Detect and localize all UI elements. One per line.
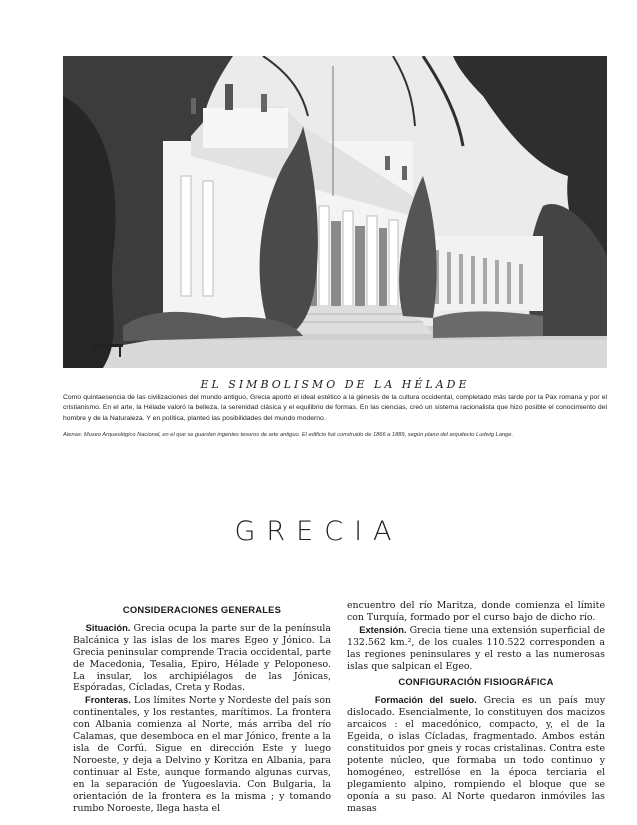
label-formacion: Formación del suelo. (374, 694, 477, 706)
caption-title: EL SIMBOLISMO DE LA HÉLADE (200, 378, 470, 391)
paragraph-situacion (73, 622, 331, 694)
paragraph-fronteras (73, 694, 331, 814)
caption-credit: Atenas: Museo Arqueológico Nacional, en el que se guardan ingentes tesoros de arte antiguo. El edificio fué construido de 1866 a 1889, según plano del arquitecto Ludwig Lange. (63, 432, 514, 438)
paragraph-formacion (347, 694, 605, 814)
label-extension: Extensión. (359, 623, 407, 635)
museum-photo-icon (63, 56, 607, 368)
text-extension: Grecia tiene una extensión superficial de 132.562 km.², de los cuales 110.522 corresponden a las regiones peninsulares y el resto a las numerosas islas que salpican el Egeo. (347, 624, 605, 672)
label-fronteras: Fronteras. (85, 694, 131, 706)
text-fronteras: Los límites Norte y Nordeste del país son continentales, y los restantes, marítimos. La frontera con Albania comienza al Norte, más arriba del río Calamas, que desemboca en el mar Jónico, frente a la isla de Corfú. Sigue en dirección Este y luego Noroeste, y deja a Delvino y Koritza en Albania, para continuar al Este, aunque formando algunas curvas, en la separación de Yugoeslavia. Con Bulgaria, la orientación de la frontera es la misma ; y tomando rumbo Noroeste, llega hasta el (73, 695, 332, 814)
text-situacion: Grecia ocupa la parte sur de la península Balcánica y las islas de los mares Egeo y Jónico. La Grecia peninsular comprende Tracia occidental, parte de Macedonia, Tesalia, Epiro, Hélade y Peloponeso. La insular, los archipiélagos de las Jónicas, Espóradas, Cícladas, Creta y Rodas. (73, 622, 331, 694)
page-title: GRECIA (234, 516, 403, 547)
label-situacion: Situación. (85, 621, 131, 633)
museum-photo (63, 56, 607, 368)
paragraph-continuation: encuentro del río Maritza, donde comienza el límite con Turquía, formado por el curso bajo de dicho río. (347, 600, 605, 623)
right-column (347, 600, 605, 814)
section-heading-general: CONSIDERACIONES GENERALES (122, 604, 282, 615)
left-column (73, 600, 331, 814)
paragraph-extension (347, 624, 605, 673)
text-formacion: Grecia es un país muy dislocado. Esencialmente, lo constituyen dos macizos arcaicos : el macedónico, compacto, y, el de la Egeida, o islas Cícladas, fragmentado. Ambos están constituidos por gneis y rocas cristalinas. Contra este potente núcleo, que formaba un todo continuo y homogéneo, estrellóse en la época terciaria el plegamiento alpino, rompiendo el bloque que se oponía a su paso. Al Norte quedaron inmóviles las masas (347, 695, 605, 814)
caption-body: Como quintaesencia de las civilizaciones del mundo antiguo, Grecia aportó el ideal estético a la génesis de la cultura occidental, completado más tarde por la Pax romana y por el cristianismo. En el arte, la Hélade valoró la belleza, la serenidad clásica y el equilibrio de formas. En las ciencias, creó un sistema racionalista que hizo posible el conocimiento del hombre y de la Naturaleza. Y en política, planteó las posibilidades del mundo moderno. (63, 394, 607, 422)
section-heading-physiographic: CONFIGURACIÓN FISIOGRÁFICA (398, 676, 554, 688)
